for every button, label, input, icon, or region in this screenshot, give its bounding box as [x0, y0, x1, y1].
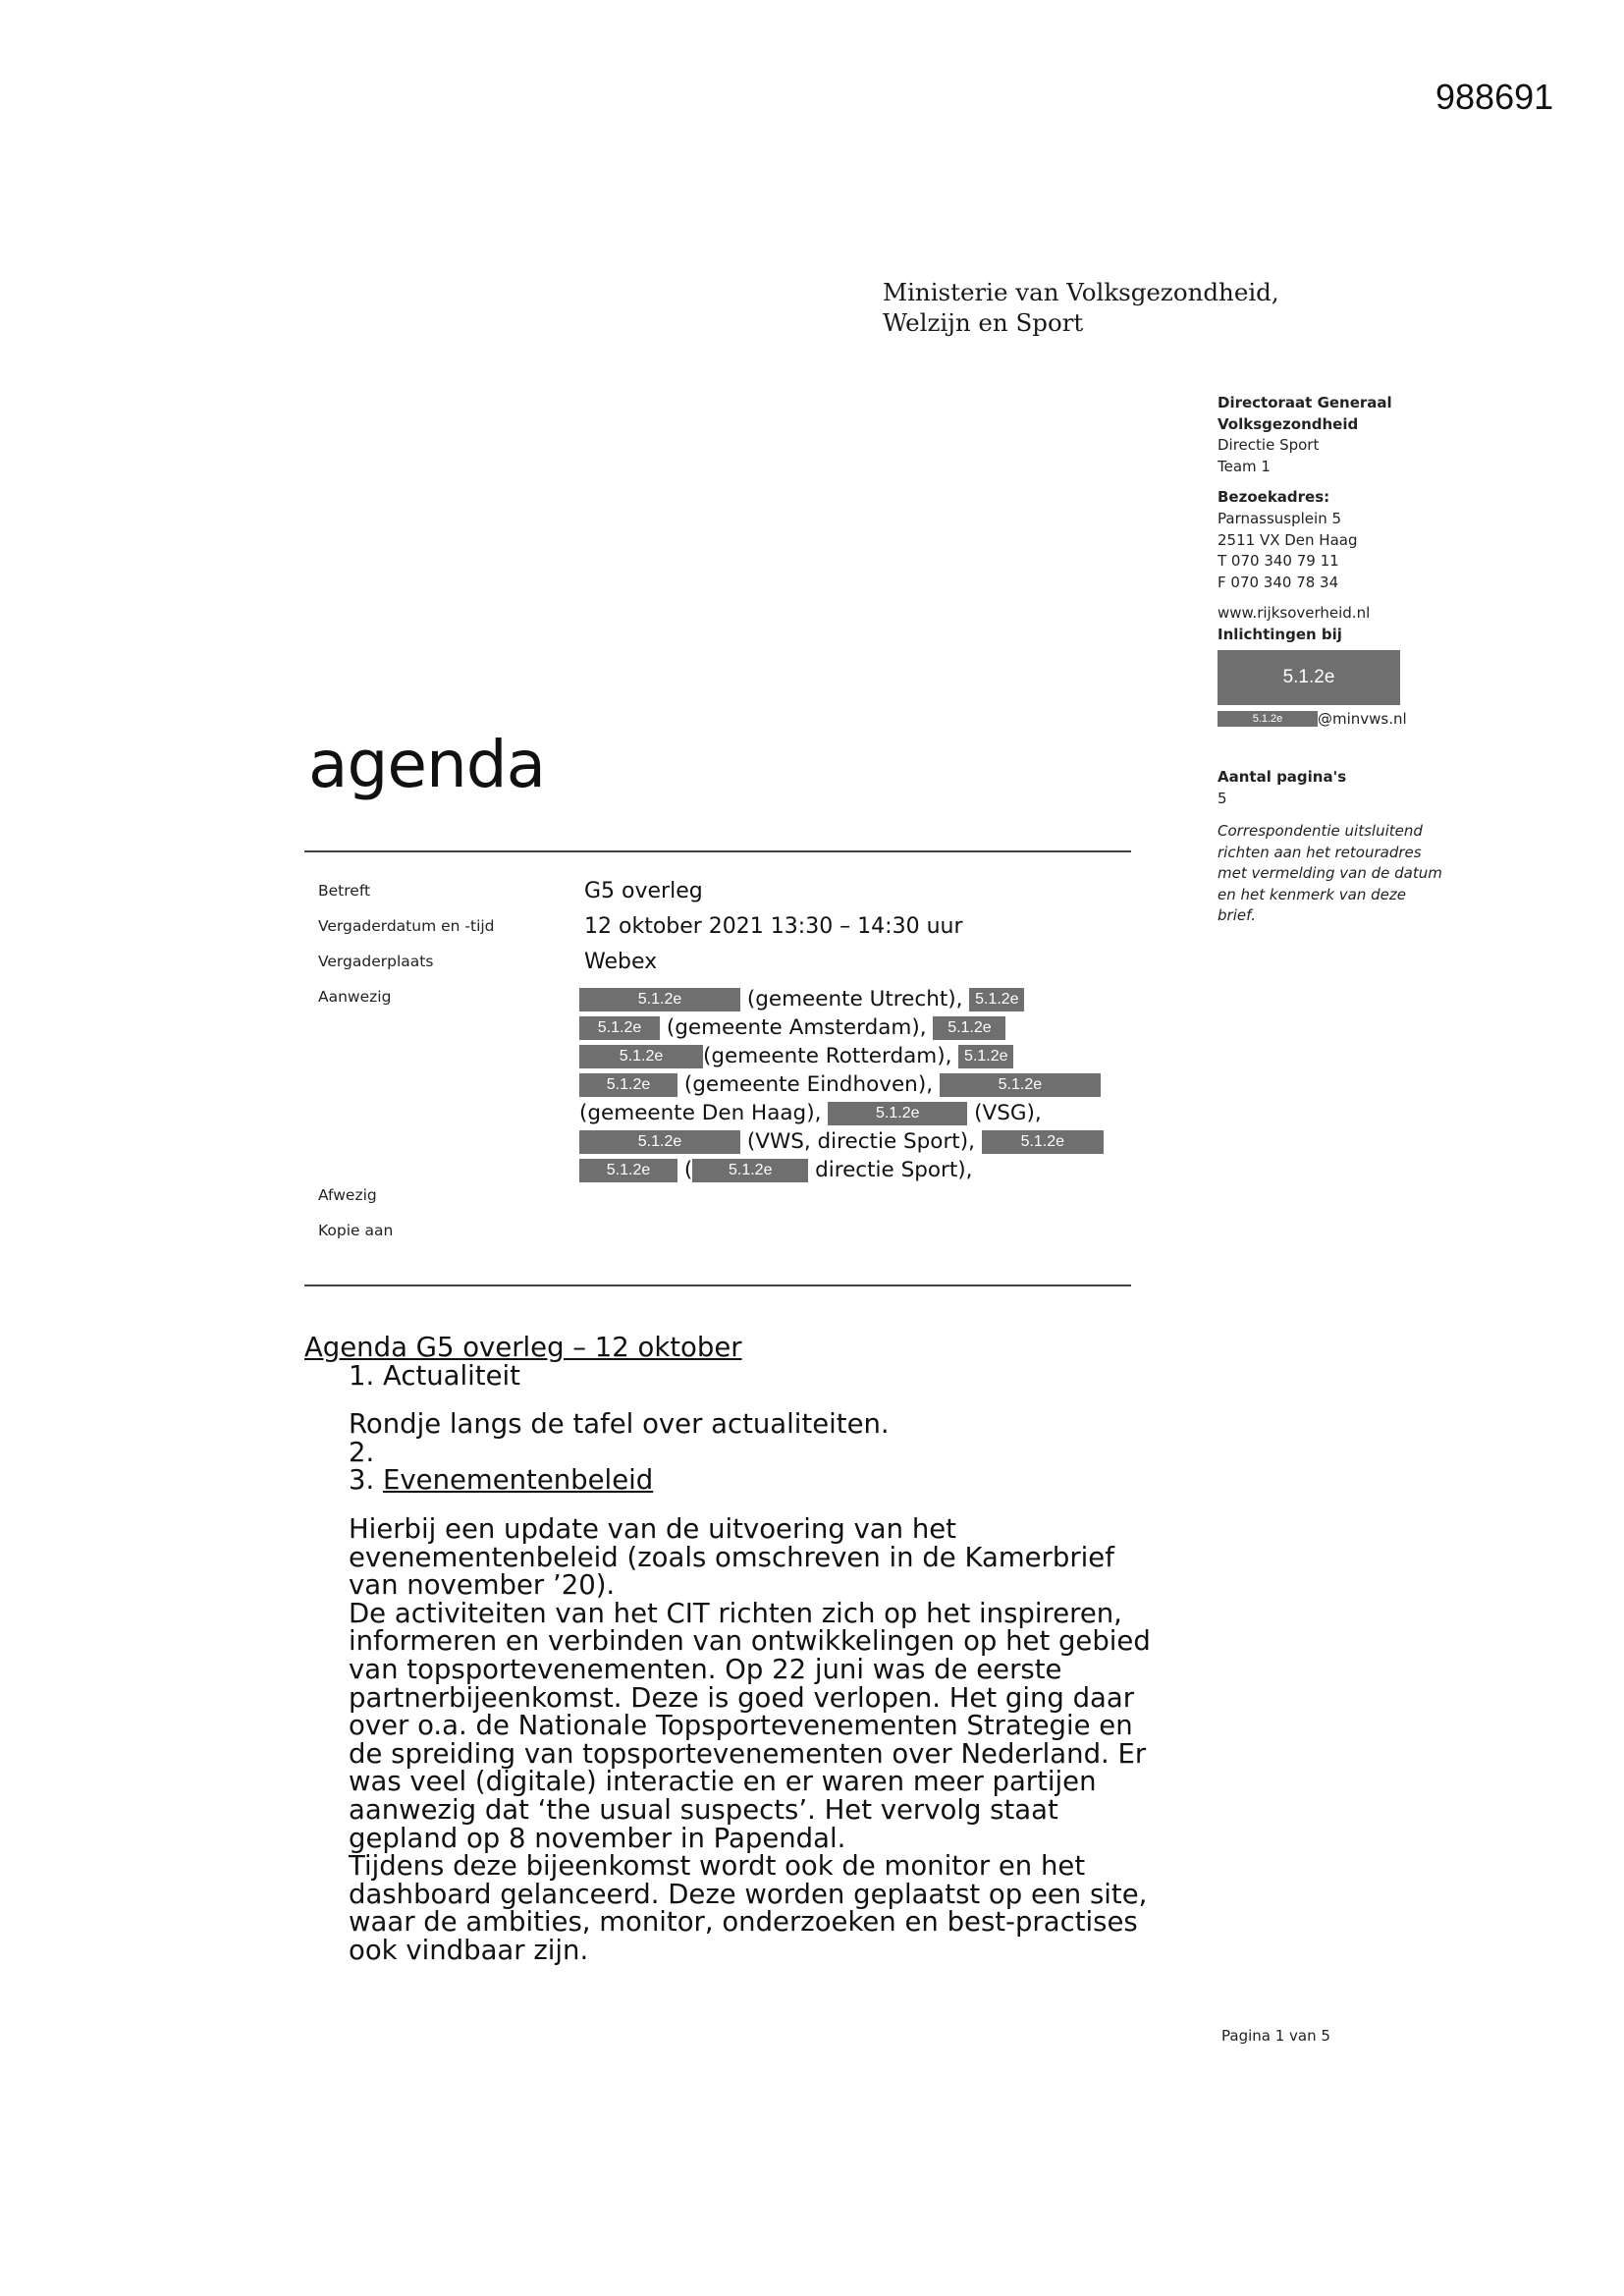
note-line-2: richten aan het retouradres — [1218, 843, 1422, 861]
note-line-5: brief. — [1218, 906, 1256, 925]
text-line: de spreiding van topsportevenementen over Nederland. Er — [349, 1737, 1147, 1770]
redaction: 5.1.2e — [579, 1016, 660, 1040]
contact-heading: Inlichtingen bij — [1218, 625, 1342, 643]
copy-label: Kopie aan — [318, 1222, 394, 1239]
website-link[interactable]: www.rijksoverheid.nl — [1218, 604, 1371, 623]
present-label: Aanwezig — [318, 988, 392, 1006]
ministry-line-1: Ministerie van Volksgezondheid, — [883, 278, 1279, 306]
text-line: Tijdens deze bijeenkomst wordt ook de monitor en het — [349, 1850, 1086, 1883]
text-line: dashboard gelanceerd. Deze worden geplaatst op een site, — [349, 1878, 1148, 1910]
attendees-line — [579, 1070, 1129, 1099]
text-line: over o.a. de Nationale Topsportevenementen Strategie en — [349, 1710, 1133, 1742]
text-line: gepland op 8 november in Papendal. — [349, 1822, 846, 1854]
attendees-line — [579, 985, 1129, 1013]
note-line-1: Correspondentie uitsluitend — [1218, 822, 1423, 841]
correspondence-note — [1218, 821, 1502, 927]
attendee-org: (gemeente Eindhoven), — [683, 1072, 934, 1097]
redaction: 5.1.2e — [692, 1159, 808, 1182]
attendee-org: (gemeente Den Haag), — [579, 1101, 822, 1125]
org-line-3: Directie Sport — [1218, 436, 1320, 455]
ministry-logo-text — [883, 277, 1279, 338]
visit-street: Parnassusplein 5 — [1218, 509, 1342, 527]
note-line-3: met vermelding van de datum — [1218, 864, 1442, 883]
agenda-body — [304, 1334, 1208, 1964]
email-domain: @minvws.nl — [1318, 709, 1407, 728]
item-3-paragraph-3 — [304, 1852, 1208, 1964]
agenda-item-2: 2. — [349, 1436, 375, 1468]
divider-bottom — [304, 1285, 1131, 1286]
item-number: 3. — [349, 1464, 375, 1497]
attendee-org: (VSG), — [974, 1101, 1042, 1125]
divider-top — [304, 850, 1131, 852]
text-line: aanwezig dat ‘the usual suspects’. Het vervolg staat — [349, 1793, 1058, 1826]
redaction: 5.1.2e — [828, 1102, 967, 1125]
text-line: waar de ambities, monitor, onderzoeken en best-practises — [349, 1906, 1138, 1939]
text-line: van november ’20). — [349, 1569, 616, 1602]
text-line: evenementenbeleid (zoals omschreven in de Kamerbrief — [349, 1541, 1114, 1573]
document-number: 988691 — [1435, 77, 1554, 117]
ministry-line-2: Welzijn en Sport — [883, 308, 1084, 337]
subject-label: Betreft — [318, 882, 371, 900]
text-line: van topsportevenementen. Op 22 juni was de eerste — [349, 1653, 1062, 1685]
page-number: Pagina 1 van 5 — [1221, 2027, 1330, 2045]
org-line-1: Directoraat Generaal — [1218, 394, 1392, 411]
contact-redaction: 5.1.2e — [1218, 650, 1400, 705]
place-value: Webex — [584, 950, 658, 974]
redaction: 5.1.2e — [579, 1073, 677, 1097]
attendee-org: (gemeente Rotterdam), — [703, 1044, 952, 1068]
agenda-item-1 — [304, 1359, 1208, 1392]
item-title: Evenementenbeleid — [383, 1464, 654, 1497]
attendees-line — [579, 1099, 1129, 1127]
redaction: 5.1.2e — [969, 988, 1024, 1011]
attendees-list — [579, 985, 1129, 1184]
attendee-org: (gemeente Amsterdam), — [666, 1015, 927, 1040]
redaction: 5.1.2e — [958, 1045, 1013, 1068]
redaction: 5.1.2e — [940, 1073, 1101, 1097]
agenda-item-3 — [304, 1466, 1208, 1495]
redaction: 5.1.2e — [982, 1130, 1104, 1154]
redaction: 5.1.2e — [579, 1045, 703, 1068]
visit-phone: T 070 340 79 11 — [1218, 552, 1339, 571]
sender-sidebar — [1218, 393, 1502, 927]
text-line: was veel (digitale) interactie en er waren meer partijen — [349, 1766, 1097, 1798]
place-label: Vergaderplaats — [318, 953, 434, 970]
contact-email — [1218, 709, 1502, 731]
item-1-text: Rondje langs de tafel over actualiteiten. — [349, 1408, 890, 1441]
item-title: Actualiteit — [383, 1359, 520, 1392]
attendee-org: directie Sport), — [815, 1158, 973, 1182]
item-3-paragraph-2 — [304, 1597, 1208, 1854]
attendee-org: (VWS, directie Sport), — [746, 1129, 975, 1154]
org-line-2: Volksgezondheid — [1218, 414, 1359, 433]
email-redaction: 5.1.2e — [1218, 711, 1318, 727]
text-line: De activiteiten van het CIT richten zich op het inspireren, — [349, 1597, 1122, 1629]
agenda-heading: Agenda G5 overleg – 12 oktober — [304, 1332, 742, 1363]
text-line: informeren en verbinden van ontwikkelingen op het gebied — [349, 1625, 1151, 1658]
item-3-paragraph-1 — [304, 1512, 1208, 1602]
org-line-4: Team 1 — [1218, 457, 1271, 475]
absent-label: Afwezig — [318, 1186, 377, 1204]
attendee-org: ( — [683, 1158, 693, 1182]
document-title: agenda — [308, 727, 546, 802]
redaction: 5.1.2e — [579, 1130, 740, 1154]
text-line: partnerbijeenkomst. Deze is goed verlopen. Het ging daar — [349, 1681, 1135, 1714]
redaction: 5.1.2e — [579, 1159, 677, 1182]
note-line-4: en het kenmerk van deze — [1218, 885, 1406, 903]
attendees-line — [579, 1042, 1129, 1070]
subject-value: G5 overleg — [584, 879, 703, 903]
item-number: 1. — [349, 1359, 375, 1392]
datetime-label: Vergaderdatum en -tijd — [318, 917, 495, 935]
pages-value: 5 — [1218, 789, 1227, 807]
attendee-org: (gemeente Utrecht), — [746, 987, 963, 1011]
visit-fax: F 070 340 78 34 — [1218, 573, 1339, 591]
attendees-line — [579, 1156, 1129, 1184]
visit-address-heading: Bezoekadres: — [1218, 488, 1330, 507]
pages-heading: Aantal pagina's — [1218, 768, 1347, 787]
visit-city: 2511 VX Den Haag — [1218, 530, 1358, 549]
text-line: Hierbij een update van de uitvoering van het — [349, 1512, 956, 1545]
attendees-line — [579, 1127, 1129, 1156]
text-line: ook vindbaar zijn. — [349, 1934, 589, 1966]
redaction: 5.1.2e — [933, 1016, 1005, 1040]
redaction: 5.1.2e — [579, 988, 740, 1011]
attendees-line — [579, 1013, 1129, 1042]
datetime-value: 12 oktober 2021 13:30 – 14:30 uur — [584, 914, 963, 939]
